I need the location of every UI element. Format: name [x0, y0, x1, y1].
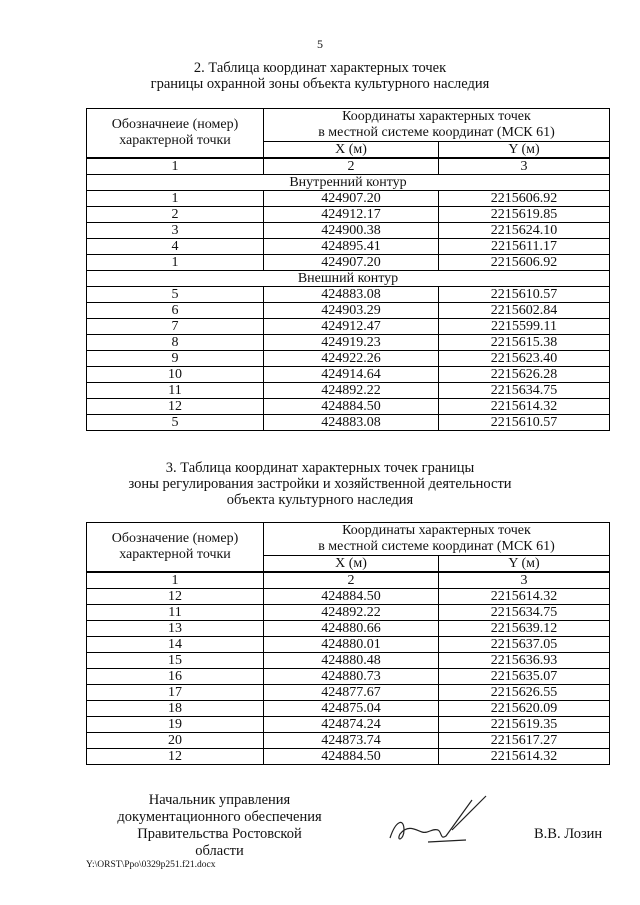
- table1-row: [87, 335, 610, 351]
- cell-point: 1: [87, 255, 264, 271]
- cell-point: 12: [87, 589, 264, 605]
- cell-x: 424914.64: [264, 367, 439, 383]
- cell-y: 2215615.38: [439, 335, 610, 351]
- cell-point: 2: [87, 207, 264, 223]
- cell-y: 2215610.57: [439, 287, 610, 303]
- section-name: Внутренний контур: [87, 175, 610, 191]
- table1-x-header: X (м): [264, 142, 439, 159]
- cell-point: 11: [87, 383, 264, 399]
- table1-row: [87, 367, 610, 383]
- cell-y: 2215614.32: [439, 749, 610, 765]
- cell-x: 424892.22: [264, 605, 439, 621]
- cell-y: 2215602.84: [439, 303, 610, 319]
- page-number: 5: [317, 37, 323, 51]
- cell-point: 19: [87, 717, 264, 733]
- cell-x: 424873.74: [264, 733, 439, 749]
- table1-row: [87, 223, 610, 239]
- cell-x: 424880.73: [264, 669, 439, 685]
- table2-coord-header: Координаты характерных точек в местной системе координат (МСК 61): [264, 523, 610, 556]
- cell-y: 2215626.28: [439, 367, 610, 383]
- table2-x-header: X (м): [264, 556, 439, 573]
- section-header-row: [87, 271, 610, 287]
- table1-coordinates: [86, 108, 610, 431]
- table2-row: [87, 685, 610, 701]
- cell-point: 16: [87, 669, 264, 685]
- cell-point: 8: [87, 335, 264, 351]
- table2-title-line: зоны регулирования застройки и хозяйственной деятельности: [128, 476, 512, 492]
- cell-x: 424900.38: [264, 223, 439, 239]
- table2-row: [87, 637, 610, 653]
- cell-x: 424892.22: [264, 383, 439, 399]
- table1-title-line: границы охранной зоны объекта культурного наследия: [150, 76, 490, 92]
- table2-title-line: объекта культурного наследия: [226, 492, 414, 508]
- table2-row: [87, 653, 610, 669]
- cell-point: 5: [87, 415, 264, 431]
- table1-row: [87, 415, 610, 431]
- cell-x: 424912.47: [264, 319, 439, 335]
- cell-x: 424912.17: [264, 207, 439, 223]
- table1-row: [87, 351, 610, 367]
- cell-point: 3: [87, 223, 264, 239]
- table1-row: [87, 239, 610, 255]
- table2-row: [87, 749, 610, 765]
- cell-point: 18: [87, 701, 264, 717]
- cell-x: 424877.67: [264, 685, 439, 701]
- table1-row: [87, 399, 610, 415]
- cell-point: 7: [87, 319, 264, 335]
- table2-row: [87, 733, 610, 749]
- cell-point: 10: [87, 367, 264, 383]
- signatory-name: В.В. Лозин: [534, 826, 603, 842]
- table2-row: [87, 701, 610, 717]
- table1-row: [87, 255, 610, 271]
- cell-x: 424907.20: [264, 191, 439, 207]
- cell-x: 424880.66: [264, 621, 439, 637]
- cell-y: 2215614.32: [439, 399, 610, 415]
- cell-x: 424883.08: [264, 287, 439, 303]
- cell-point: 5: [87, 287, 264, 303]
- table2-title-line: 3. Таблица координат характерных точек границы: [165, 460, 475, 476]
- cell-point: 17: [87, 685, 264, 701]
- cell-point: 9: [87, 351, 264, 367]
- table1-col1-header: Обозначнеие (номер) характерной точки: [87, 109, 264, 159]
- table1-title: [0, 60, 640, 92]
- cell-y: 2215599.11: [439, 319, 610, 335]
- cell-x: 424884.50: [264, 589, 439, 605]
- cell-y: 2215636.93: [439, 653, 610, 669]
- cell-x: 424874.24: [264, 717, 439, 733]
- cell-y: 2215634.75: [439, 605, 610, 621]
- table2-row: [87, 717, 610, 733]
- table2-row: [87, 605, 610, 621]
- cell-y: 2215617.27: [439, 733, 610, 749]
- cell-x: 424922.26: [264, 351, 439, 367]
- table2-index-row: 1 2 3: [87, 572, 610, 589]
- cell-x: 424895.41: [264, 239, 439, 255]
- table1-coord-header: Координаты характерных точек в местной системе координат (МСК 61): [264, 109, 610, 142]
- cell-x: 424907.20: [264, 255, 439, 271]
- cell-x: 424875.04: [264, 701, 439, 717]
- table1-row: [87, 303, 610, 319]
- cell-y: 2215610.57: [439, 415, 610, 431]
- cell-x: 424884.50: [264, 399, 439, 415]
- cell-y: 2215611.17: [439, 239, 610, 255]
- cell-point: 12: [87, 749, 264, 765]
- cell-y: 2215620.09: [439, 701, 610, 717]
- cell-point: 15: [87, 653, 264, 669]
- table1-title-line: 2. Таблица координат характерных точек: [193, 60, 447, 76]
- cell-y: 2215624.10: [439, 223, 610, 239]
- cell-x: 424880.01: [264, 637, 439, 653]
- section-name: Внешний контур: [87, 271, 610, 287]
- table1-index-row: 1 2 3: [87, 158, 610, 175]
- cell-point: 11: [87, 605, 264, 621]
- cell-point: 20: [87, 733, 264, 749]
- cell-y: 2215639.12: [439, 621, 610, 637]
- section-header-row: [87, 175, 610, 191]
- table1-row: [87, 287, 610, 303]
- table2-row: [87, 669, 610, 685]
- cell-x: 424903.29: [264, 303, 439, 319]
- cell-y: 2215606.92: [439, 255, 610, 271]
- table1-row: [87, 191, 610, 207]
- cell-point: 12: [87, 399, 264, 415]
- table2-coordinates: [86, 522, 610, 765]
- cell-y: 2215619.85: [439, 207, 610, 223]
- signatory-title: Начальник управления документационного обеспечения Правительства Ростовской области: [117, 792, 322, 859]
- cell-x: 424883.08: [264, 415, 439, 431]
- cell-point: 4: [87, 239, 264, 255]
- cell-x: 424880.48: [264, 653, 439, 669]
- cell-point: 6: [87, 303, 264, 319]
- cell-y: 2215614.32: [439, 589, 610, 605]
- cell-y: 2215637.05: [439, 637, 610, 653]
- cell-x: 424884.50: [264, 749, 439, 765]
- table2-title: [0, 460, 640, 508]
- table2-row: [87, 621, 610, 637]
- file-path-footer: Y:\ORST\Ppo\0329p251.f21.docx: [86, 860, 216, 870]
- table1-row: [87, 383, 610, 399]
- cell-point: 14: [87, 637, 264, 653]
- handwritten-signature: [382, 790, 502, 850]
- table1-y-header: Y (м): [439, 142, 610, 159]
- table2-col1-header: Обозначение (номер) характерной точки: [87, 523, 264, 573]
- cell-x: 424919.23: [264, 335, 439, 351]
- cell-y: 2215626.55: [439, 685, 610, 701]
- table1-row: [87, 319, 610, 335]
- cell-point: 1: [87, 191, 264, 207]
- cell-point: 13: [87, 621, 264, 637]
- cell-y: 2215623.40: [439, 351, 610, 367]
- table2-y-header: Y (м): [439, 556, 610, 573]
- cell-y: 2215606.92: [439, 191, 610, 207]
- table2-row: [87, 589, 610, 605]
- table1-row: [87, 207, 610, 223]
- cell-y: 2215635.07: [439, 669, 610, 685]
- cell-y: 2215619.35: [439, 717, 610, 733]
- cell-y: 2215634.75: [439, 383, 610, 399]
